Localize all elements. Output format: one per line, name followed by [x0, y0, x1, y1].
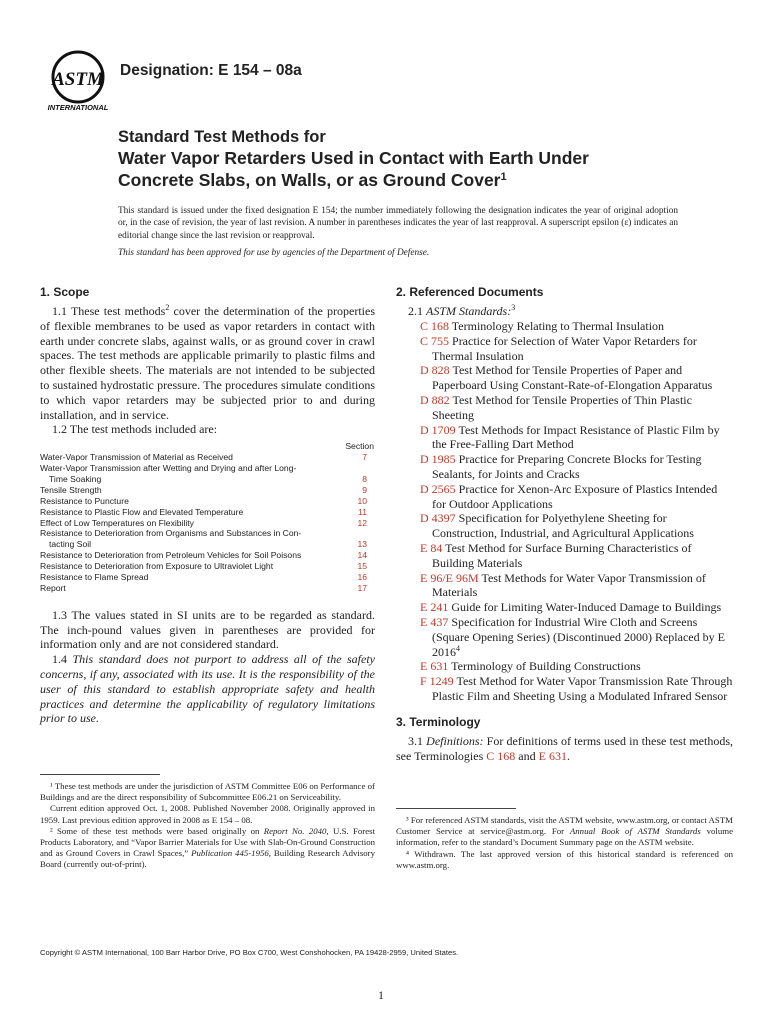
left-column	[40, 284, 376, 870]
reference-title: Practice for Preparing Concrete Blocks for Testing Sealants, for Joints and Cracks	[432, 452, 702, 481]
svg-text:INTERNATIONAL: INTERNATIONAL	[47, 103, 109, 112]
reference-code-link[interactable]: D 4397	[420, 511, 456, 526]
astm-logo	[38, 50, 118, 112]
reference-title: Terminology Relating to Thermal Insulation	[449, 319, 665, 333]
svg-text:ASTM: ASTM	[52, 69, 104, 90]
reference-code-link[interactable]: E 96/E 96M	[420, 570, 479, 585]
reference-title: Test Methods for Water Vapor Transmission of Materials	[432, 570, 706, 600]
reference-title: Terminology of Building Constructions	[448, 659, 641, 674]
reference-title: Practice for Selection of Water Vapor Retarders for Thermal Insulation	[432, 333, 697, 363]
section-table-row	[40, 518, 375, 529]
reference-item	[408, 571, 733, 601]
reference-item	[408, 423, 733, 453]
footnote-4: ⁴ Withdrawn. The last approved version of this historical standard is referenced on www.astm.org.	[396, 848, 733, 870]
reference-code-link[interactable]: E 241	[420, 600, 449, 615]
references-heading: 2. Referenced Documents	[396, 285, 544, 299]
section-table-row	[40, 539, 375, 550]
footnote-3: ³ For referenced ASTM standards, visit the ASTM website, www.astm.org, or contact ASTM Customer Service at service@astm.org. For Annual Book of ASTM Standards volume information, refer to the standard’s Document Summary page on the ASTM website.	[396, 815, 733, 848]
section-table-row	[40, 452, 375, 463]
reference-footnote-mark: 4	[456, 643, 460, 653]
reference-title: Test Methods for Impact Resistance of Plastic Film by the Free-Falling Dart Method	[432, 422, 720, 452]
section-label: Time Soaking	[49, 473, 102, 484]
title-line-3: Concrete Slabs, on Walls, or as Ground Cover$^1$	[118, 170, 507, 190]
section-number-link[interactable]: 14	[357, 550, 367, 561]
section-label: Resistance to Deterioration from Organisms and Substances in Con-	[40, 528, 302, 539]
issue-note: This standard is issued under the fixed designation E 154; the number immediately following the designation indicates the year of original adoption or, in the case of revision, the year of last revision. A number in parentheses indicates the year of last reapproval. A superscript epsilon (ε) indicates an editorial change since the last revision or reapproval.	[118, 206, 678, 241]
section-label: Resistance to Deterioration from Petroleum Vehicles for Soil Poisons	[40, 550, 302, 561]
section-table-row	[40, 528, 375, 539]
reference-item	[408, 600, 733, 615]
section-table-row	[40, 583, 375, 594]
right-footnotes	[396, 808, 733, 871]
reference-title: Test Method for Tensile Properties of Paper and Paperboard Using Constant-Rate-of-Elongation Apparatus	[432, 363, 713, 393]
reference-item	[408, 452, 733, 482]
footnote-2: ² Some of these test methods were based originally on Report No. 2040, U.S. Forest Products Laboratory, and “Vapor Barrier Materials for Use with Slab-On-Ground Construction and as Ground Covers in Crawl Spaces,” Publication 445-1956, Building Research Advisory Board (currently out-of-print).	[40, 825, 376, 870]
section-label: Water-Vapor Transmission after Wetting and Drying and after Long-	[40, 462, 297, 473]
reference-title: Guide for Limiting Water-Induced Damage to Buildings	[448, 600, 722, 615]
footnote-rule	[396, 808, 516, 809]
section-table-row	[40, 561, 375, 572]
section-number-link[interactable]: 8	[362, 473, 367, 484]
section-table	[40, 441, 375, 594]
section-column-header: Section	[345, 441, 374, 452]
section-label: Resistance to Deterioration from Exposure to Ultraviolet Light	[40, 561, 274, 572]
reference-code-link[interactable]: D 882	[420, 392, 450, 407]
reference-item	[408, 393, 733, 423]
section-table-row	[40, 507, 375, 518]
reference-code-link[interactable]: E 437	[420, 614, 449, 629]
reference-item	[408, 363, 733, 393]
document-title	[118, 127, 678, 191]
scope-paragraph-2: 1.2 The test methods included are:	[52, 422, 218, 437]
section-table-row	[40, 463, 375, 474]
reference-title: Test Method for Tensile Properties of Thin Plastic Sheeting	[432, 392, 692, 422]
section-number-link[interactable]: 13	[357, 539, 367, 550]
reference-title: Specification for Polyethylene Sheeting for Construction, Industrial, and Agricultural Applications	[432, 511, 694, 541]
left-footnotes	[40, 774, 375, 871]
reference-item	[408, 334, 733, 364]
reference-item	[408, 659, 733, 674]
scope-paragraph-4: 1.4 This standard does not purport to address all of the safety concerns, if any, associated with its use. It is the responsibility of the user of this standard to establish appropriate safety and health practices and determine the applicability of regulatory limitations prior to use.	[40, 652, 376, 726]
reference-item	[408, 511, 733, 541]
section-number-link[interactable]: 9	[362, 484, 367, 495]
reference-item	[408, 319, 733, 334]
scope-heading: 1. Scope	[40, 285, 90, 299]
section-number-link[interactable]: 15	[357, 561, 367, 572]
section-label: Resistance to Puncture	[40, 495, 129, 506]
section-label: Resistance to Plastic Flow and Elevated Temperature	[40, 506, 244, 517]
reference-code-link[interactable]: E 631	[420, 659, 449, 674]
title-footnote-mark: 1	[500, 171, 507, 183]
reference-list	[396, 319, 733, 704]
reference-code-link[interactable]: C 168	[420, 319, 450, 333]
reference-code-link[interactable]: D 1985	[420, 452, 456, 467]
scope-paragraph-3: 1.3 The values stated in SI units are to be regarded as standard. The inch-pound values given in parentheses are provided for information only and are not considered standard.	[40, 607, 375, 652]
section-number-link	[353, 528, 375, 539]
reference-title: Test Method for Water Vapor Transmission Rate Through Plastic Film and Sheeting Using a Modulated Infrared Sensor	[432, 674, 733, 703]
footnote-rule	[40, 774, 160, 775]
section-table-row	[40, 474, 375, 485]
section-label: Tensile Strength	[40, 484, 102, 495]
reference-title: Practice for Xenon-Arc Exposure of Plastics Intended for Outdoor Applications	[432, 481, 718, 511]
reference-item	[408, 615, 733, 659]
reference-title: Specification for Industrial Wire Cloth and Screens (Square Opening Series) (Discontinued 2000) Replaced by E 2016	[432, 614, 725, 659]
reference-code-link[interactable]: C 755	[420, 333, 450, 348]
section-table-row	[40, 550, 375, 561]
title-line-1: Standard Test Methods for	[118, 128, 326, 146]
terminology-paragraph: 3.1 Definitions: For definitions of terms used in these test methods, see Terminologies C 168 and E 631.	[396, 733, 734, 763]
reference-code-link[interactable]: F 1249	[420, 674, 454, 689]
approval-note: This standard has been approved for use by agencies of the Department of Defense.	[118, 248, 430, 258]
reference-item	[408, 482, 733, 512]
section-table-row	[40, 572, 375, 583]
reference-code-link[interactable]: E 84	[420, 540, 443, 555]
section-table-row	[40, 496, 375, 507]
section-label: Report	[40, 582, 66, 593]
section-number-link[interactable]: 7	[362, 452, 367, 463]
section-table-row	[40, 485, 375, 496]
footnote-1: ¹ These test methods are under the jurisdiction of ASTM Committee E06 on Performance of Buildings and are the direct responsibility of Subcommittee E06.21 on Serviceability. Current edition approved Oct. 1, 2008. Published November 2008. Originally approved in 1959. Last previous edition approved in 2008 as E 154 – 08.	[40, 781, 375, 825]
section-label: Effect of Low Temperatures on Flexibility	[40, 517, 194, 528]
copyright: Copyright © ASTM International, 100 Barr Harbor Drive, PO Box C700, West Conshohocken, PA 19428-2959, United States.	[40, 948, 459, 957]
reference-code-link[interactable]: D 828	[420, 363, 450, 378]
link-c168[interactable]: C 168	[486, 748, 516, 763]
reference-item	[408, 541, 733, 571]
section-number-link[interactable]: 16	[357, 572, 367, 583]
title-line-2: Water Vapor Retarders Used in Contact with Earth Under	[118, 148, 589, 168]
reference-title: Test Method for Surface Burning Characteristics of Building Materials	[432, 540, 692, 570]
section-number-link[interactable]: 12	[357, 517, 367, 528]
section-label: Resistance to Flame Spread	[40, 572, 149, 583]
terminology-heading: 3. Terminology	[396, 714, 481, 729]
section-number-link[interactable]: 17	[357, 582, 367, 593]
scope-paragraph-1: 1.1 These test methods$^2$ cover the determination of the properties of flexible membranes to be used as vapor retarders in contact with earth under concrete slabs, against walls, or as ground cover in crawl spaces. The test methods are applicable primarily to plastic films and other flexible sheets. The materials are not intended to be subjected to sustained hydrostatic pressure. The procedures simulate conditions to which vapor retarders may be subjected prior to and during installation, and in service.	[40, 303, 375, 422]
section-number-link[interactable]: 11	[358, 506, 367, 517]
page-number: 1	[378, 988, 384, 1002]
section-number-link[interactable]: 10	[357, 495, 367, 506]
designation: Designation: E 154 – 08a	[120, 62, 302, 79]
section-label: tacting Soil	[49, 539, 92, 550]
section-label: Water-Vapor Transmission of Material as Received	[40, 452, 233, 463]
right-column	[396, 284, 734, 870]
astm-standards-label: 2.1 ASTM Standards:$^3$	[408, 303, 516, 318]
link-e631[interactable]: E 631	[538, 748, 567, 763]
reference-item	[408, 674, 733, 704]
section-number-link	[353, 463, 375, 474]
reference-code-link[interactable]: D 1709	[420, 422, 456, 437]
reference-code-link[interactable]: D 2565	[420, 481, 456, 496]
